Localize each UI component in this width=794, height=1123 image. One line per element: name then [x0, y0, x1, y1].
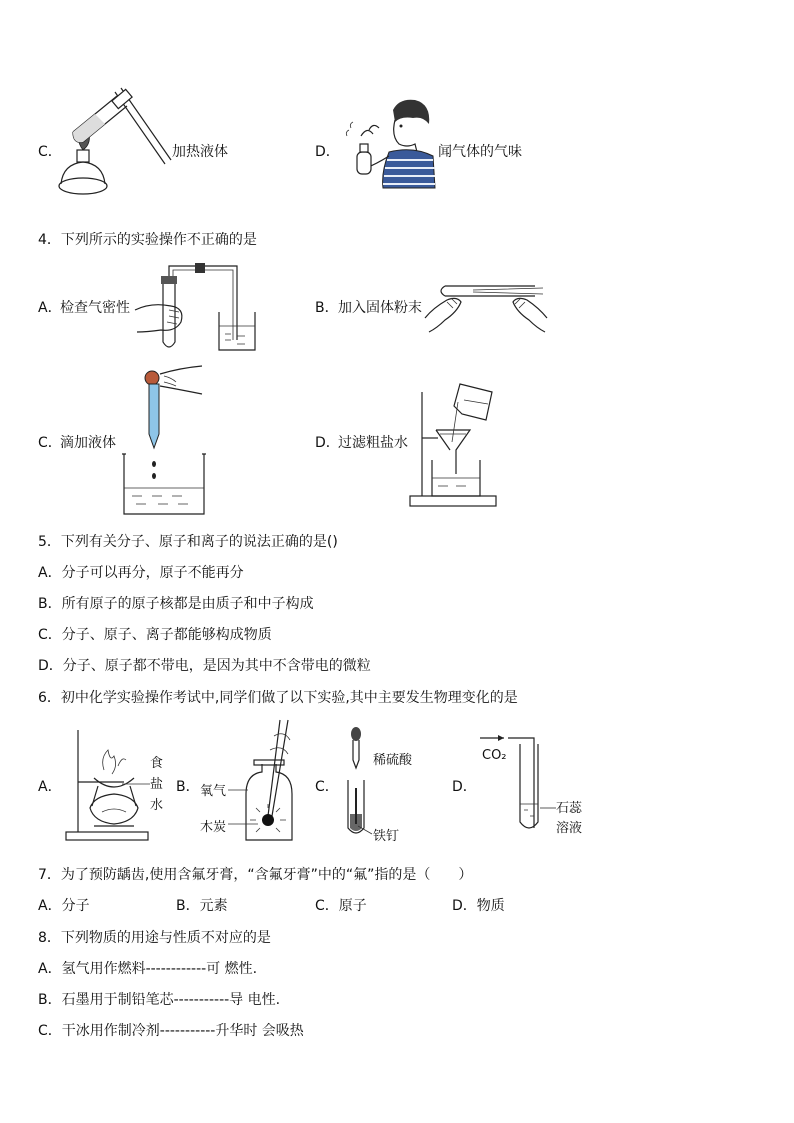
q5-option-d: D．分子、原子都不带电，是因为其中不含带电的微粒	[38, 658, 371, 674]
iron-nail-acid-illustration	[342, 724, 372, 840]
q4-option-c-text: 滴加液体	[60, 435, 116, 451]
q5-option-c: C．分子、原子、离子都能够构成物质	[38, 627, 272, 643]
q7-option-c: C．原子	[315, 898, 367, 914]
q8-option-a: A．氢气用作燃料------------可 燃性.	[38, 961, 258, 977]
question-8-stem: 8．下列物质的用途与性质不对应的是	[38, 930, 271, 946]
q6-b-label-charcoal: 木炭	[200, 820, 227, 835]
q6-d-label-co2: CO₂	[482, 748, 507, 763]
question-7-stem: 7．为了预防龋齿,使用含氟牙膏，“含氟牙膏”中的“氟”指的是（ ）	[38, 867, 473, 883]
q4-option-a-letter: A．	[38, 300, 62, 316]
q6-d-label-litmus-2: 溶液	[556, 821, 583, 836]
dropping-liquid-illustration	[118, 364, 210, 516]
q3-option-d-text: 闻气体的气味	[438, 144, 522, 160]
q3-option-d-letter: D．	[315, 144, 340, 160]
q3-option-c-letter: C．	[38, 144, 62, 160]
adding-solid-powder-illustration	[423, 278, 549, 336]
q4-option-b-text: 加入固体粉末	[338, 300, 422, 316]
air-tightness-check-illustration	[133, 262, 257, 354]
q6-c-label-nail: 铁钉	[373, 829, 400, 844]
q6-d-label-litmus-1: 石蕊	[556, 801, 583, 816]
q5-option-a: A．分子可以再分，原子不能再分	[38, 565, 244, 581]
heating-liquid-illustration	[55, 88, 175, 200]
q6-option-a-letter: A．	[38, 779, 62, 795]
q8-option-b: B．石墨用于制铅笔芯-----------导 电性.	[38, 992, 281, 1008]
question-5-stem: 5．下列有关分子、原子和离子的说法正确的是()	[38, 534, 338, 550]
q6-option-b-letter: B．	[176, 779, 200, 795]
filtering-salt-water-illustration	[408, 382, 502, 508]
smelling-gas-illustration	[343, 96, 439, 190]
q5-option-b: B．所有原子的原子核都是由质子和中子构成	[38, 596, 314, 612]
q4-option-c-letter: C．	[38, 435, 62, 451]
q6-a-leader-line	[122, 782, 152, 786]
q7-option-a: A．分子	[38, 898, 90, 914]
q4-option-d-letter: D．	[315, 435, 340, 451]
q7-option-d: D．物质	[452, 898, 505, 914]
q6-c-leader-line	[358, 826, 374, 836]
q4-option-d-text: 过滤粗盐水	[338, 435, 408, 451]
q4-option-a-text: 检查气密性	[60, 300, 130, 316]
q6-a-label-1: 食	[150, 756, 164, 771]
q4-option-b-letter: B．	[315, 300, 339, 316]
q6-c-label-acid: 稀硫酸	[373, 753, 413, 768]
q8-option-c: C．干冰用作制冷剂-----------升华时 会吸热	[38, 1023, 304, 1039]
co2-litmus-illustration	[478, 732, 548, 836]
q6-option-c-letter: C．	[315, 779, 339, 795]
q7-option-b: B．元素	[176, 898, 228, 914]
q6-a-label-3: 水	[150, 798, 164, 813]
q6-b-leader-lines	[228, 788, 268, 828]
q6-option-d-letter: D．	[452, 779, 477, 795]
q3-option-c-text: 加热液体	[172, 144, 228, 160]
question-6-stem: 6．初中化学实验操作考试中,同学们做了以下实验,其中主要发生物理变化的是	[38, 690, 518, 706]
q6-b-label-oxygen: 氧气	[200, 784, 227, 799]
question-4-stem: 4．下列所示的实验操作不正确的是	[38, 232, 257, 248]
q6-d-leader-line	[540, 806, 558, 810]
q6-a-label-2: 盐	[150, 777, 164, 792]
